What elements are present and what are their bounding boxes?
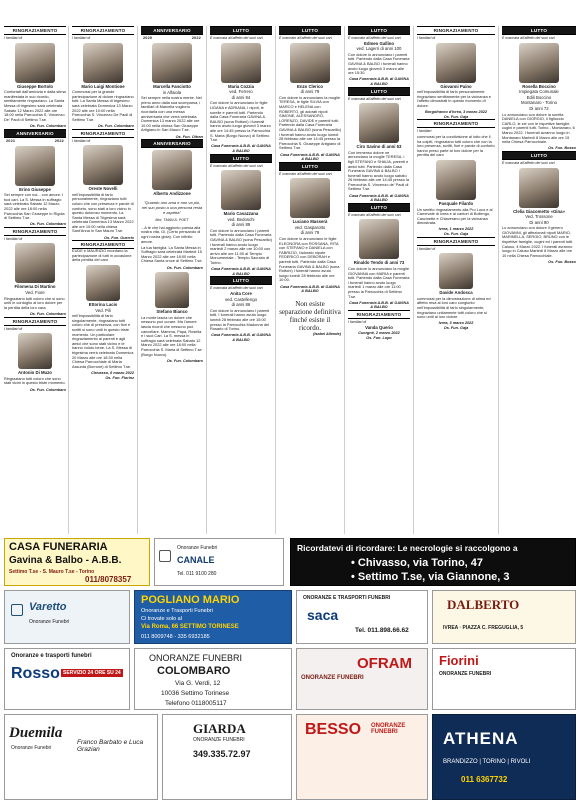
notice-text: EUDE e MAURIZIO ricordano la partecipazione di tutti in occasione della perdita del caro (72, 248, 132, 263)
portrait-photo (83, 145, 123, 185)
notice-text: nell'impossibilità di farlo singolarmente, ringraziano tutti coloro che di presenza, con fiori e scritti si sono uniti in questo triste momento. Un particolare ringraziamento ai parenti e agli amici che sono stati vicino e le hanno voluto bene. La S. Messa di trigesima verrà celebrata Domenica 20 Marzo alle ore 18:30 nella Chiesa Parrocchiale di Maria Assunta (Borrone) di Settimo T.se. (72, 313, 134, 369)
notice-header: RINGRAZIAMENTO (417, 26, 495, 35)
portrait-photo (290, 178, 330, 218)
notice-subtitle: I familiari di (348, 319, 367, 324)
notice-text: Ringraziano tutti coloro che sono stati vicini in questo triste momento. (4, 375, 66, 386)
banner-line-2: • Chivasso, via Torino, 47 (351, 557, 484, 569)
funeral-agency: Casa Funeraria A.B.B. di GAVINA & BALBO (211, 144, 271, 153)
deceased-name: Rosella Boccino (522, 83, 556, 89)
funeral-agency: Casa Funeraria A.B.B. di GAVINA & BALBO (211, 333, 271, 342)
ad-locations: Settimo T.se - S. Mauro T.se - Torino (9, 569, 95, 575)
notice-text: Con dolore lo annunciano la moglie TERESA, le figlie SILVIA con MARCO e HELENA con ROBERTO, gli adorati nipoti SIMONE, ALESSANDRO, LORENZO, DAVIDE e parenti tutti. Partendo dalla Casa Funeraria GAVINA & BALBO (sona Pescarillo) i funerali hanno avuto luogo lunedì 28 febbraio alle ore 14:45 presso la Parrocchia S. Giuseppe Artigiano di Settimo T.se. (279, 94, 341, 151)
funeral-agency: Os. Fun. Bosso (548, 260, 576, 265)
ad-brand: COLOMBARO (157, 665, 231, 677)
portrait-photo (221, 43, 261, 83)
notice-text: ...A te che hai aggiunto poesia alla nostra vita, Gi. (Certo pensando di ogni nostra gioia). Con infinito amore. (141, 224, 201, 244)
ad-title: CANALE (177, 555, 215, 565)
ad-title: CASA FUNERARIA (9, 541, 108, 553)
deceased-name: Pasquale Filardo (438, 200, 474, 206)
ad-duemila[interactable] (4, 714, 158, 800)
notice-subtitle: È mancato all'affetto dei suoi cari (279, 171, 332, 176)
deceased-name: Filomena Di Martino (14, 284, 56, 290)
funeral-agency: Casa Funeraria A.B.B. di GAVINA & BALBO (349, 193, 409, 203)
notice-text: Con dolore lo annunciano i parenti tutti. Partendo dalla Casa Funeraria GAVINA & BALBO i funerali hanno avuto luogo giovedì 3 marzo alle ore 15:30. (348, 51, 410, 76)
notice-subtitle: È mancata all'affetto dei suoi cari (210, 36, 263, 40)
deceased-name: Antonio Di Muzo (18, 370, 52, 376)
ad-title: ONORANZE E TRASPORTI FUNEBRI (303, 595, 391, 601)
column-divider (206, 26, 207, 534)
funeral-agency: Os. Fun. Oltran (175, 134, 203, 139)
funeral-agency: Os. Fun. Gaja (443, 326, 469, 330)
deceased-name-detail: Ved. Fiore (25, 290, 45, 296)
ad-subtitle: ONORANZE FUNEBRI (193, 737, 245, 743)
portrait-photo (18, 333, 52, 369)
portrait-photo (359, 219, 399, 259)
notice-text: Confortati dall'amicizia e dalla stima manifestata in suo ricordo, sentitamente ringraziano. La Santa Messa di trigesimo sarà celebrata Sabato 12 Marzo 2022 alle ore 18:00 nella Parrocchia S. Vincenzo De' Paoli di Settimo T.se. (4, 89, 66, 122)
deceased-name: Anita Core (230, 291, 252, 296)
ad-fiorini[interactable] (432, 648, 576, 710)
funeral-agency: Os. Fun. Colombaro (166, 265, 203, 270)
notice-header: RINGRAZIAMENTO (348, 310, 410, 319)
ad-colombaro[interactable] (134, 648, 292, 710)
ad-address: Via G. Verdi, 12 (175, 680, 221, 687)
ad-title: ATHENA (443, 729, 519, 748)
notice-header: RINGRAZIAMENTO (4, 26, 66, 35)
deceased-name: Giuseppe Bortolo (16, 83, 54, 89)
notice-text: Commossi per la grande partecipazione al dolore ringraziano tutti. La Santa Messa di trigesimo sarà celebrata Domenica 13 Marzo 2022 alle ore 10:00 nella Parrocchia S. Vincenzo De Paoli di Settimo T.se. (72, 89, 134, 122)
notice-header: LUTTO (502, 151, 576, 160)
notice-header: RINGRAZIAMENTO (72, 26, 134, 35)
column-divider (344, 26, 345, 534)
ad-cities: BRANDIZZO | TORINO | RIVOLI (443, 759, 531, 765)
notice-header: RINGRAZIAMENTO (417, 119, 495, 128)
cross-icon (159, 549, 171, 567)
notice-subtitle: I familiari di (417, 246, 436, 251)
deceased-name: Alberto Andizzone (153, 191, 191, 197)
notice-subtitle: È mancato all'affetto dei suoi cari (279, 36, 332, 40)
funeral-agency: Os. Fun. Colombaro (97, 123, 134, 128)
deceased-name: Ciro Savino di anni 53 (356, 144, 402, 150)
year-start: 2021 (6, 138, 16, 143)
ad-rosso[interactable] (4, 648, 130, 710)
notice-subtitle: I familiari di (4, 326, 23, 331)
notice-subtitle: I familiari (417, 129, 432, 134)
funeral-agency: Os. Fun. Guerrio (104, 235, 134, 240)
ad-title: Fiorini (439, 653, 479, 668)
notice-header: LUTTO (348, 87, 410, 96)
funeral-agency: Os. Fun. Bosso (548, 146, 576, 151)
ad-dalberto[interactable] (432, 590, 576, 644)
column-8 (502, 26, 576, 265)
notice-header: ANNIVERSARIO (4, 129, 66, 138)
notice-text: Con dolore lo annunciano le figlie LIDANA e ADRIANA, i nipoti, le sorelle e parenti tutti. Partendo dalla Casa Funeraria GAVINA & BALBO (sona Rottoni) i funerali hanno avuto luogo giovedì 3 marzo alle ore 14:45 presso la Parrocchia S. Maria (Borgo Nuovo) di Settimo T.se. (210, 100, 271, 143)
deceased-name: Giovanni Paino (440, 83, 472, 89)
notice-header: RINGRAZIAMENTO (4, 227, 66, 236)
deceased-age: Di anni 90 (529, 219, 549, 225)
ad-subtitle: ONORANZE FUNEBRI (301, 675, 364, 681)
column-2 (72, 26, 134, 380)
ad-city: 10036 Settimo Torinese (161, 690, 230, 697)
deceased-name: Maria Cozzia (227, 83, 255, 89)
notice-text: La tua famiglia. La Santa Messa in Suffragio sarà celebrata Martedì 15 Marzo 2022 alle ore 18:00 nella Chiesa Santa croce di Settimo T.se. (141, 244, 203, 264)
quote-text: "Quando uno ama e non va più, nel suo posto a una persona resta e aspetta" (141, 199, 203, 215)
notice-date: Borgofranco d'Ivrea, 3 marzo 2022 (425, 110, 487, 115)
notice-header: LUTTO (210, 276, 272, 285)
notice-subtitle: I familiari di (4, 236, 23, 241)
deceased-age: di anni 89 (231, 222, 251, 228)
ad-phone: Telefono 0118005117 (165, 700, 227, 707)
column-7 (417, 26, 495, 331)
ad-besso[interactable] (296, 714, 428, 800)
ad-phone: 349.335.72.97 (193, 749, 251, 759)
ad-subtitle: ONORANZE FUNEBRI (439, 671, 492, 677)
funeral-agency: Casa Funeraria A.B.B. di GAVINA & BALBO (280, 284, 340, 294)
ad-saca[interactable] (296, 590, 428, 644)
portrait-photo (152, 43, 192, 83)
funeral-agency: Os. Fun. Colombaro (29, 222, 66, 227)
year-end: 2022 (54, 138, 64, 143)
deceased-name-detail: in Alfaiola (162, 89, 182, 95)
column-1 (4, 26, 66, 392)
ad-casa-funeraria[interactable] (4, 538, 150, 586)
notice-header: LUTTO (210, 26, 272, 35)
notice-text: Sei sempre nella nostra mente. Nel primo anno dalla sua scomparsa, i familiari di Marcella vogliono ricordarla con una messa anniversaria che verrà celebrata Domenica 13 marzo 2022 alle ore 10:00 nella chiesa San Giuseppe Artigiano in San Mauro T.se. (141, 95, 202, 133)
year-range (141, 35, 203, 41)
funeral-agency: Os. Fun. Colombaro (29, 387, 66, 392)
notice-header: LUTTO (279, 162, 341, 171)
deceased-age: di anni 94 (231, 94, 251, 100)
ad-title: BESSO (305, 721, 362, 738)
logo-icon (11, 603, 23, 621)
ad-address: IVREA · PIAZZA C. FREGUGLIA, 5 (443, 625, 524, 631)
portrait-photo (519, 43, 559, 83)
notice-subtitle: È mancata all'affetto dei suoi cari (210, 286, 263, 291)
ad-title: GIARDA (193, 721, 246, 736)
ad-banner-necrologie[interactable] (290, 538, 576, 586)
notice-header: LUTTO (502, 26, 576, 35)
deceased-age: Di anni 72 (529, 105, 549, 111)
notice-subtitle: È mancata all'affetto dei suoi cari (348, 96, 401, 101)
portrait-photo (290, 43, 330, 83)
ad-title: POGLIANO MARIO (141, 594, 240, 606)
column-5 (279, 26, 341, 336)
deceased-age: di anni 79 (300, 230, 320, 236)
ad-subtitle: Onoranze Funebri (29, 619, 70, 625)
notice-text: Un sentito ringraziamento alla Pro Loco e al Carnevale di Ivrea e ai cantori di Bollengo, Cascinette e Chiaverano per la vicinanza dimostrata. (417, 206, 493, 226)
portrait-photo (155, 272, 189, 308)
notice-header: ANNIVERSARIO (141, 26, 203, 35)
column-3 (141, 26, 203, 363)
portrait-photo (221, 170, 261, 210)
ad-canale[interactable] (154, 538, 284, 586)
notice-subtitle: È mancato all'affetto dei suoi cari (210, 163, 263, 168)
ad-phone: 011 8009748 - 335 6932185 (141, 634, 210, 640)
ad-subtitle: Onoranze Funebri (11, 745, 52, 751)
column-divider (68, 26, 69, 534)
deceased-name: Erino Giuseppe (19, 186, 51, 192)
portrait-photo (439, 253, 473, 289)
notice-subtitle: I familiari di (417, 36, 436, 40)
portrait-photo (519, 168, 559, 208)
notice-header: LUTTO (279, 26, 341, 35)
memorial-quote: Non esiste separazione definitiva finché esiste il ricordo. (279, 299, 341, 332)
deceased-name-detail: Ved. Pili (95, 307, 111, 313)
year-range (4, 138, 66, 144)
funeral-agency: Os. Fun. Gaja (443, 232, 469, 237)
ad-subtitle: Onoranze e Trasporti Funebri (141, 608, 213, 614)
notice-text: Con dolore lo annunciano i parenti tutti. I funerali hanno avuto luogo lunedì 28 febbraio alle ore 15:00 presso la Parrocchia Madonna del Rosario di Torino. (210, 307, 270, 332)
notice-header: LUTTO (210, 154, 272, 163)
notice-text: commossi per la condivisione al lutto che li ha colpiti, ringraziano tutti coloro che con la loro presenza, scritti, fiori e parole di conforto hanno preso parte al loro dolore per la perdita del caro (417, 133, 495, 158)
column-6 (348, 26, 410, 340)
ad-brand: Onoranze Funebri (177, 545, 218, 551)
ad-title: Onoranze e trasporti funebri (11, 653, 92, 659)
ad-giarda[interactable] (162, 714, 292, 800)
deceased-name-detail: ved. Ferrero (229, 89, 253, 95)
ad-varetto[interactable] (4, 590, 130, 644)
notice-text: Con dolore lo annunciano i parenti tutti. Partendo dalla Casa Funeraria GAVINA & BALBO (sona Pescarillo) i funerali hanno avuto luogo martedì 2 marzo alle ore 10:00 con arrivo alle ore 11:00 al Tempio Monumentale - Tempio Sacrario di Torino. (210, 227, 272, 266)
funeral-agency: Casa Funeraria A.B.B. di GAVINA & BALBO (349, 300, 409, 310)
notice-subtitle: È mancata all'affetto dei suoi cari (502, 160, 555, 165)
year-end: 2022 (191, 36, 201, 40)
notice-header: RINGRAZIAMENTO (72, 240, 134, 249)
funeral-agency: Os. Fun. Colombaro (29, 123, 66, 128)
deceased-title: Impiegata Comunale (519, 89, 559, 95)
banner-line-3: • Settimo T.se, via Giannone, 3 (351, 571, 510, 583)
year-start: 2020 (143, 36, 153, 40)
funeral-agency: Casa Funeraria A.B.B. di GAVINA & BALBO (211, 267, 271, 276)
ad-title: Varetto (29, 601, 67, 613)
ad-subtitle: Gavina & Balbo - A.B.B. (9, 555, 122, 566)
deceased-age: di anni 79 (300, 89, 320, 95)
ad-athena[interactable] (432, 714, 576, 800)
deceased-name-detail: ved. Lagerri di anni 100 (356, 46, 402, 52)
funeral-agency: Casa Funeraria A.B.B. di GAVINA & BALBO (349, 77, 409, 86)
notice-subtitle: È mancata all'affetto dei suoi cari (502, 36, 555, 40)
notice-header: RINGRAZIAMENTO (4, 317, 66, 326)
notice-text: commossi per la dimostrazione di stima ed affetto resa al loro caro congiunto nell'impossibilità di farlo singolarmente, ringraziano unitamente tutti coloro che si sono uniti al loro dolore. (417, 295, 491, 320)
notice-date: Chivasso, 8 marzo 2022 (91, 370, 134, 375)
deceased-name: Mario Luigi Montione (81, 83, 125, 89)
notice-date: Ivrea, 1 marzo 2022 (438, 227, 474, 232)
deceased-title: Edili Boccino (526, 94, 552, 100)
portrait-photo (436, 160, 476, 200)
portrait-photo (436, 43, 476, 83)
notice-subtitle: I familiari di (72, 138, 91, 143)
notice-subtitle: I familiari di (4, 36, 23, 40)
notice-header: LUTTO (348, 26, 410, 35)
notice-header: LUTTO (348, 203, 410, 212)
funeral-agency: Os. Fun. Florinz (105, 375, 134, 380)
deceased-name: Edmeo Gallino (363, 40, 395, 46)
portrait-photo (359, 103, 399, 143)
notice-text: Ringraziano tutti coloro che si sono uniti in cordoglio al loro dolore per la perdita della loro cara. (4, 295, 65, 310)
column-divider (137, 26, 138, 534)
deceased-name: Davide Andosca (439, 290, 473, 296)
notice-text: nell'impossibilità di farlo personalmente, ringraziano tutti coloro che con presenza e parole di conforto, sono stati a loro vicino in questo doloroso momento. La Santa Messa di Trigesima sarà celebrata Domenica 13 Marzo 2022 alle ore 10:00 nella chiesa Sant'Anna in San Mauro T.se. (72, 191, 134, 234)
funeral-agency: Os. Fun. Lupo (366, 335, 392, 340)
ad-title: DALBERTO (447, 597, 520, 612)
deceased-age: di anni 86 (231, 302, 251, 308)
ad-line: Ci trovate solo al (141, 616, 182, 622)
portrait-photo (83, 43, 123, 83)
notice-text: nell'impossibilità di farlo personalmente ringraziano sentitamente per la vicinanza e l'affetto dimostrati in questo momento di dolore. (417, 89, 491, 108)
notice-subtitle: È mancato all'affetto dei suoi cari (348, 212, 401, 217)
ad-phone: Tel. 011 9100 280 (177, 571, 217, 577)
notice-text: Con dolore lo annunciano le figlie ELEONORA con ROSSANA, RITA con STEFANO e DANIELA con FABRIZIO, l'adorato nipote FEDERICO con DEBORAH e parenti tutti. Partendo dalla Casa Funeraria GAVINA & BALBO (sona Rottoni) i funerali hanno avuto luogo lunedì 28 febbraio alle ore 10:00. (279, 236, 340, 283)
ad-service: SERVIZIO 24 ORE SU 24 (63, 670, 121, 676)
deceased-name: Oreste Novelli (88, 186, 118, 192)
notice-date: Cuorgnè, 2 marzo 2022 (358, 331, 400, 336)
notice-subtitle: I familiari di (72, 36, 91, 40)
ad-phone: 011/8078357 (85, 575, 132, 584)
deceased-name: Enzo Clerico (296, 83, 324, 89)
ad-pogliano[interactable] (134, 590, 292, 644)
portrait-photo (152, 150, 192, 190)
ad-brand: Rosso (11, 665, 60, 682)
notice-header: RINGRAZIAMENTO (72, 129, 134, 138)
deceased-name: Vanda Querio (365, 324, 393, 330)
banner-line-1: Ricordatevi di ricordare: Le necrologie si raccolgono a (297, 543, 518, 553)
notice-header: RINGRAZIAMENTO (417, 237, 495, 246)
ad-title: OFRAM (357, 655, 412, 672)
deceased-name-detail: ved. Gasparotto (294, 224, 326, 230)
portrait-photo (15, 43, 55, 83)
ad-names: Franco Barbato e Luca Grazian (77, 739, 144, 753)
deceased-name-detail: Ved. Trossone (525, 214, 553, 220)
deceased-name: Ettorina Lacis (88, 302, 118, 308)
portrait-photo (15, 146, 55, 186)
ad-title: ONORANZE FUNEBRI (149, 653, 243, 663)
deceased-name-detail: ved. Castellengo (224, 296, 257, 302)
deceased-title: Montanaro - Torino (521, 100, 557, 106)
deceased-name: Clelia Giacometto «Gina» (513, 208, 565, 214)
ad-phone: 011 6367732 (461, 775, 508, 784)
quote-author: (Isabel Allende) (313, 331, 341, 336)
deceased-name: Mario Cavazzana (223, 211, 259, 217)
funeral-agency: Casa Funeraria A.B.B. di GAVINA & BALBO (280, 152, 340, 162)
deceased-name-detail: ved. Bedoschi (227, 216, 255, 222)
column-divider (413, 26, 414, 534)
notice-text: Con immenso dolore ne annunciano la moglie TERESA, i figli STEFANO e SHAIJA, parenti e amici tutti. Partendo dalla Casa Funeraria GAVINA & BALBO i funerali hanno avuto luogo sabato 26 febbraio alle ore 14:45 presso la Parrocchia S. Vincenzo de' Paoli di Settimo T.se. (348, 149, 409, 192)
column-4 (210, 26, 272, 343)
deceased-name: Rinaldo Tendo di anni 73 (353, 260, 405, 266)
ad-ofram[interactable] (296, 648, 428, 710)
column-divider (498, 26, 499, 534)
funeral-agency: Os. Fun. Gaja (443, 114, 469, 119)
notice-subtitle: È mancato all'affetto dei suoi cari (348, 36, 401, 40)
ad-title: Duemila (9, 725, 63, 741)
ad-subtitle: ONORANZE FUNEBRI (371, 723, 406, 735)
notice-text: Sei sempre con noi... con amore. I tuoi cari. La S. Messa in suffragio sarà celebrata Sabato 12 Marzo 2022 alle ore 18:00 nella Parrocchia San Giuseppe in Rigola di Settimo T.se. (4, 192, 65, 221)
ad-phone: Tel. 011.898.66.62 (355, 627, 409, 634)
deceased-name: Marcella Fanciotto (153, 84, 191, 89)
notice-date: Ivrea, 3 marzo 2022 (438, 321, 474, 326)
portrait-photo (86, 265, 120, 301)
deceased-name: Luciano Masserà (292, 219, 328, 225)
notice-text: Con dolore lo annunciano la moglie GIOVANNA con MARIA e parenti tutti. Partendo dalla Casa Funeraria i funerali hanno avuto luogo martedì 1 marzo alle ore 11:00 presso la Parrocchia di Settimo T.se. (348, 266, 410, 299)
portrait-photo (15, 243, 55, 283)
quote-author: Mor, TMAN A. POET (155, 217, 189, 222)
funeral-agency: Os. Fun. Colombaro (29, 312, 66, 317)
notice-text: La morte lascia un dolore che nessuno può curare. Ma l'amore lascia ricordi che nessuno può cancellare. Mamma, Papà, Rosella e i suoi Cari. La S. messa in suffragio sarà celebrata Sabato 12 Marzo 2022 alle ore 18:00 nella Parrocchia S. Maria di Settimo T.se (Borgo Nuovo). (141, 314, 202, 357)
ad-brand: saca (307, 607, 339, 623)
funeral-agency: Os. Fun. Colombaro (166, 358, 203, 363)
ad-address: Via Roma, 66 SETTIMO TORINESE (141, 624, 239, 630)
notice-header: ANNIVERSARIO (141, 139, 203, 148)
notice-text: Lo annunciano con dolore il genero GIOVANNI, gli affezionati nipoti MARIO, MARINELLA, SERGIO, BRUNO con le rispettive famiglie, cugini ed i parenti tutti. Caluso, 4 Marzo 2022. I funerali avranno luogo in Caluso Martedì 8 Marzo alle ore 10 nella Chiesa Parrocchiale. (502, 225, 574, 258)
notice-text: Lo annunciano con dolore la sorella DANIELA con GIORGIO, il figlioccio CARLO, le zie con le rispettive famiglie, cugini e parenti tutti. Torino - Montanaro, 6 Marzo 2022. I funerali avranno luogo in Montanaro Martedì 8 Marzo alle ore 15 nella Chiesa Parrocchiale. (502, 111, 575, 145)
deceased-name: Stefano Bianco (156, 309, 188, 315)
column-divider (275, 26, 276, 534)
